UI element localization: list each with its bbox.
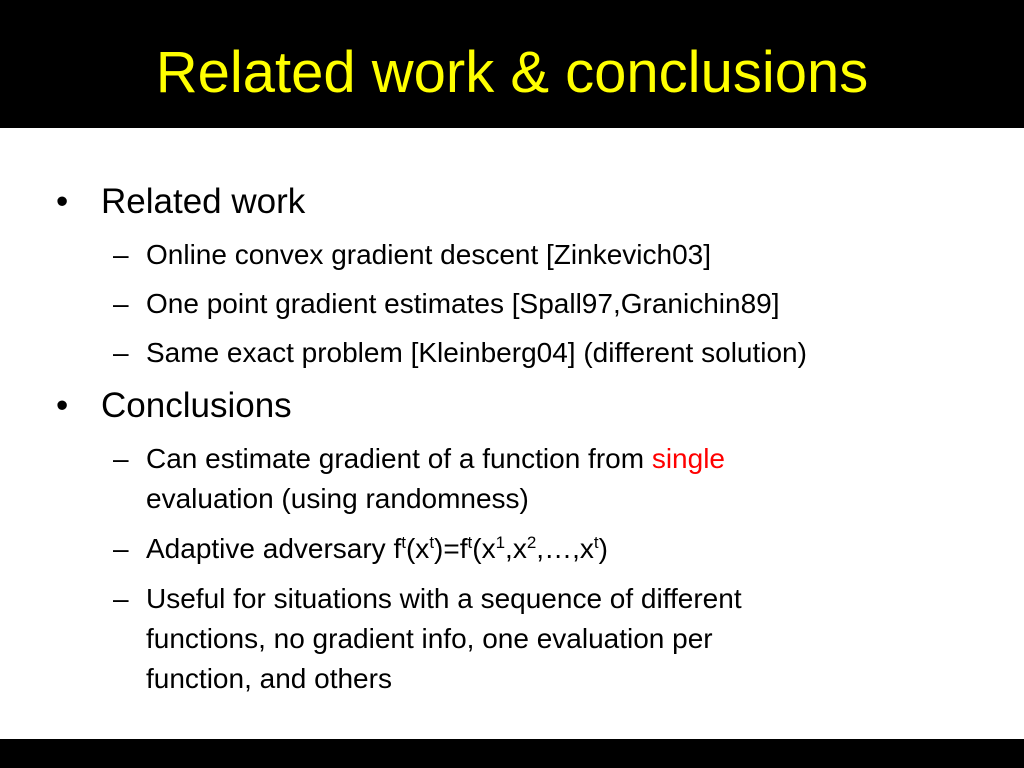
formula-sup-6: t [593, 533, 599, 552]
conclusion-3-line-3: function, and others [146, 663, 392, 694]
formula-part-3: )=f [434, 533, 468, 564]
conclusion-3-line-1: Useful for situations with a sequence of different [146, 583, 742, 614]
slide-title: Related work & conclusions [155, 40, 869, 105]
formula-sup-4: 1 [495, 533, 506, 552]
heading-conclusions: Conclusions [101, 386, 292, 425]
formula-part-2: (x [405, 533, 430, 564]
conclusion-item-3 [146, 579, 996, 699]
formula-sup-5: 2 [526, 533, 537, 552]
formula-sup-2: t [429, 533, 435, 552]
related-work-item-2: One point gradient estimates [Spall97,Granichin89] [146, 288, 780, 319]
conclusion-item-1 [146, 439, 996, 519]
conclusion-3-line-2: functions, no gradient info, one evaluation per [146, 623, 713, 654]
formula-part-6: ,…,x [536, 533, 594, 564]
dash-related-3: – [113, 337, 129, 368]
bottom-bar [0, 739, 1024, 768]
conclusion-1-text-after: evaluation (using randomness) [146, 483, 529, 514]
conclusion-1-text-before: Can estimate gradient of a function from [146, 443, 652, 474]
related-work-item-1: Online convex gradient descent [Zinkevich03] [146, 239, 711, 270]
formula-part-5: ,x [505, 533, 527, 564]
formula-sup-1: t [401, 533, 406, 552]
dash-conclusion-1: – [113, 443, 129, 474]
dash-related-1: – [113, 239, 129, 270]
formula-part-1: Adaptive adversary f [146, 533, 402, 564]
related-work-item-3: Same exact problem [Kleinberg04] (different solution) [146, 337, 807, 368]
formula-part-7: ) [598, 533, 608, 564]
bullet-conclusions: • [56, 386, 69, 425]
formula-sup-3: t [467, 533, 473, 552]
dash-conclusion-3: – [113, 583, 129, 614]
dash-conclusion-2: – [113, 533, 129, 564]
conclusion-item-2 [146, 529, 996, 569]
conclusion-1-highlight: single [651, 443, 725, 474]
bullet-related-work: • [56, 182, 69, 221]
dash-related-2: – [113, 288, 129, 319]
formula-part-4: (x [472, 533, 496, 564]
heading-related-work: Related work [101, 182, 306, 221]
